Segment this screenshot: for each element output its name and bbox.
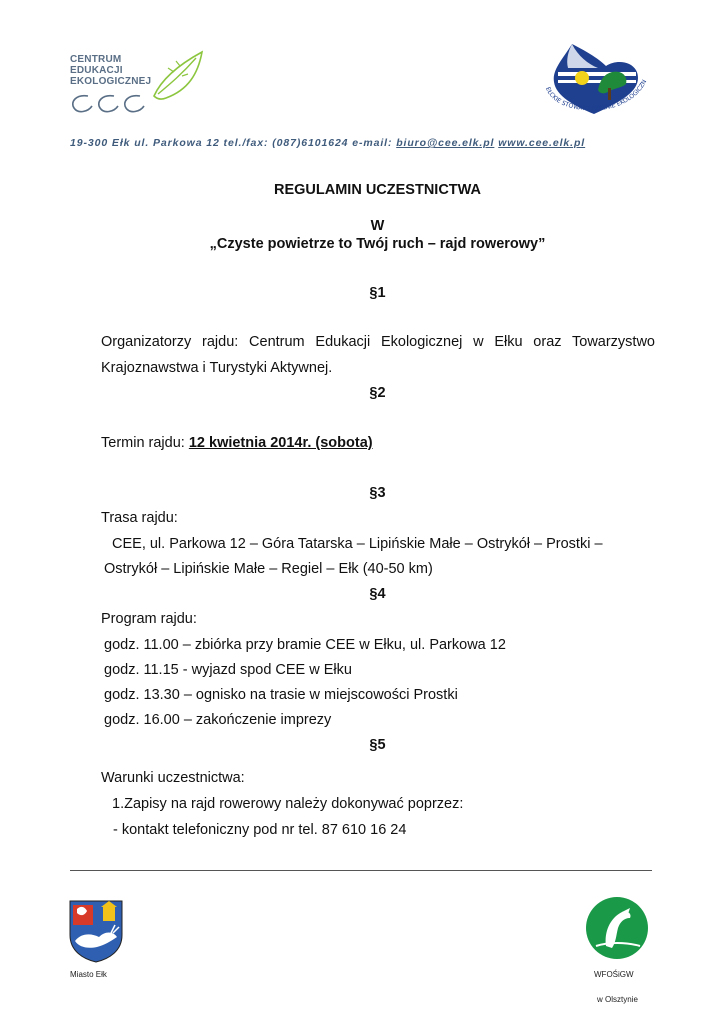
event-date-line xyxy=(101,435,373,451)
city-label: Miasto Ełk xyxy=(70,970,107,979)
contact-line xyxy=(70,137,660,149)
fund-location: w Olsztynie xyxy=(597,995,638,1004)
conditions-label: Warunki uczestnictwa: xyxy=(101,770,245,786)
program-label: Program rajdu: xyxy=(101,611,197,627)
route-line-2: Ostrykół – Lipińskie Małe – Regiel – Ełk (40-50 km) xyxy=(104,561,433,577)
logo-line-1: CENTRUM xyxy=(70,54,122,65)
route-label: Trasa rajdu: xyxy=(101,510,178,526)
cee-logo xyxy=(62,44,212,120)
organizers-line-1: Organizatorzy rajdu: Centrum Edukacji Ekologicznej w Ełku oraz Towarzystwo xyxy=(101,334,655,350)
title-w: W xyxy=(370,218,385,234)
document-title: REGULAMIN UCZESTNICTWA xyxy=(273,182,481,198)
conditions-item-1: 1.Zapisy na rajd rowerowy należy dokonywać poprzez: xyxy=(112,796,464,812)
email-link[interactable]: biuro@cee.elk.pl xyxy=(396,137,495,149)
logo-line-2: EDUKACJI xyxy=(70,65,123,76)
route-line-1: CEE, ul. Parkowa 12 – Góra Tatarska – Lipińskie Małe – Ostrykół – Prostki – xyxy=(112,536,603,552)
program-item: godz. 11.15 - wyjazd spod CEE w Ełku xyxy=(104,662,352,678)
section-2-heading: §2 xyxy=(369,385,386,401)
ese-arc-text: EŁCKIE STOWARZYSZENIE EKOLOGICZN xyxy=(544,78,649,113)
contact-address: 19-300 Ełk ul. Parkowa 12 tel./fax: (087)6101624 e-mail: xyxy=(70,137,397,149)
section-3-heading: §3 xyxy=(369,485,386,501)
website-link[interactable]: www.cee.elk.pl xyxy=(498,137,586,149)
city-crest-icon xyxy=(67,897,125,963)
ese-logo xyxy=(528,36,660,122)
organizers-line-2: Krajoznawstwa i Turystyki Aktywnej. xyxy=(101,360,333,376)
fund-label: WFOŚiGW xyxy=(594,970,634,979)
section-4-heading: §4 xyxy=(369,586,386,602)
program-item: godz. 11.00 – zbiórka przy bramie CEE w Ełku, ul. Parkowa 12 xyxy=(104,637,506,653)
logo-line-3: EKOLOGICZNEJ xyxy=(70,76,152,87)
event-date-label: Termin rajdu: xyxy=(101,435,189,451)
program-item: godz. 16.00 – zakończenie imprezy xyxy=(104,712,332,728)
section-1-heading: §1 xyxy=(369,285,386,301)
conditions-item-1-sub: - kontakt telefoniczny pod nr tel. 87 610 16 24 xyxy=(113,822,407,838)
section-5-heading: §5 xyxy=(369,737,386,753)
event-name: „Czyste powietrze to Twój ruch – rajd rowerowy” xyxy=(209,236,546,252)
footer-divider xyxy=(70,870,652,871)
wfosigw-logo-icon xyxy=(584,896,650,960)
event-date: 12 kwietnia 2014r. (sobota) xyxy=(188,435,373,451)
heart-drop-logo-icon xyxy=(528,36,660,122)
cee-logo-text xyxy=(70,54,151,87)
program-item: godz. 13.30 – ognisko na trasie w miejscowości Prostki xyxy=(104,687,458,703)
